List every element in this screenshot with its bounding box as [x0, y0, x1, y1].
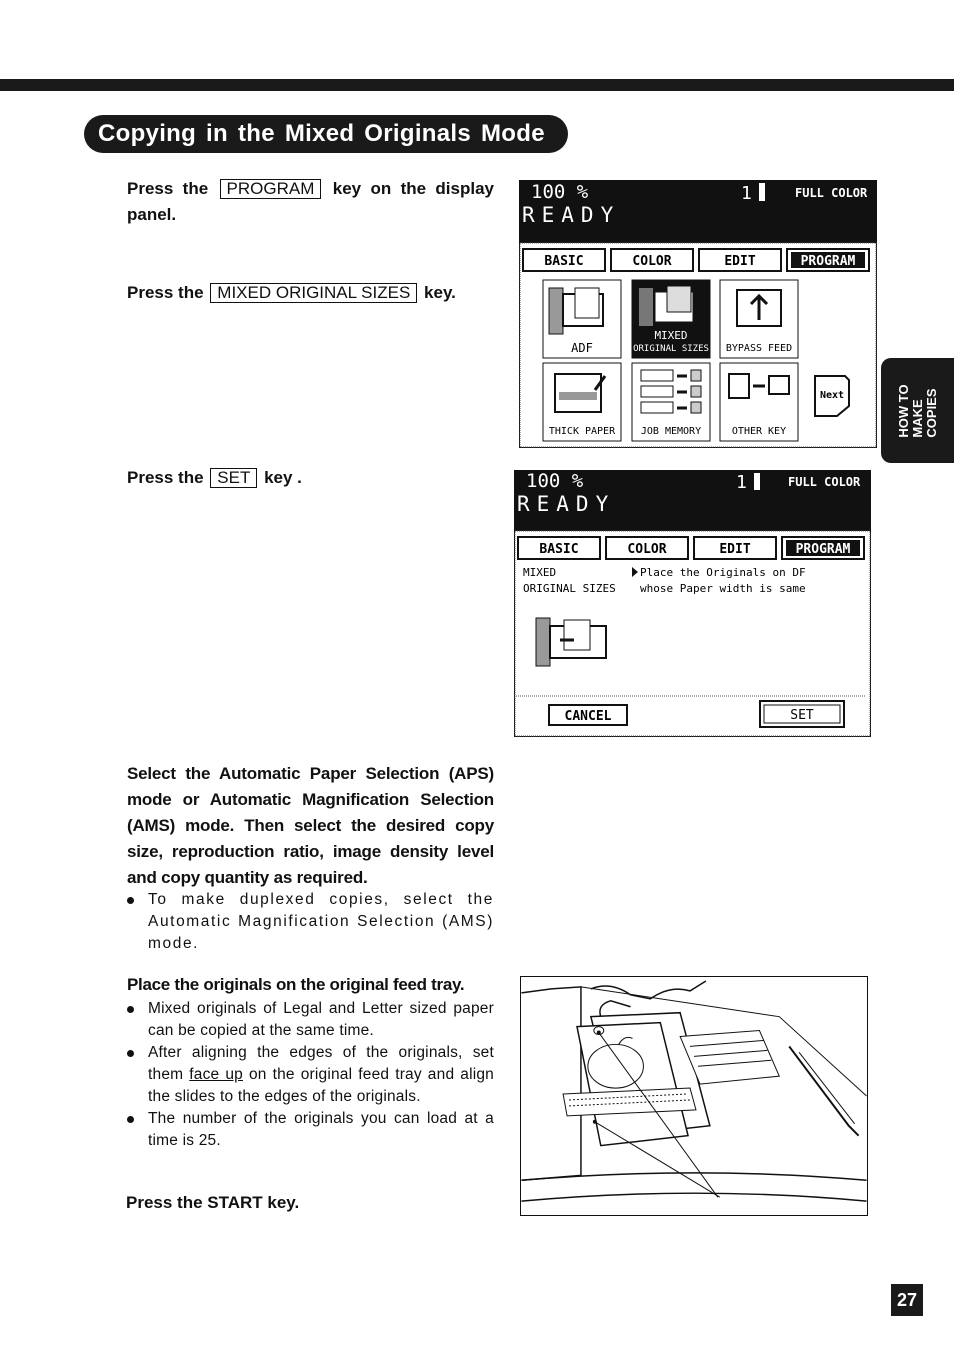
tab-program[interactable] — [782, 537, 864, 559]
bullet-text: The number of the originals you can load at a time is 25. — [148, 1110, 494, 1149]
step-text: key on the display panel. — [127, 179, 494, 224]
tab-label: BASIC — [544, 254, 584, 269]
key-label: MIXED — [654, 329, 688, 342]
tab-basic[interactable] — [518, 537, 600, 559]
instruction-text: Place the Originals on DF — [640, 566, 806, 579]
step-press-mixed — [127, 280, 494, 306]
instruction-text: whose Paper width is same — [640, 582, 806, 595]
step-text: key . — [264, 468, 302, 487]
tab-label: EDIT — [724, 254, 756, 269]
step-text: Press the — [127, 468, 204, 487]
color-mode-readout: FULL COLOR — [788, 475, 861, 489]
cancel-button[interactable] — [549, 705, 627, 725]
thick-paper-key[interactable] — [543, 363, 621, 441]
bullet-icon — [127, 1116, 134, 1123]
step-place-originals: Place the originals on the original feed tray. — [127, 975, 465, 994]
status-readout: READY — [517, 492, 616, 516]
job-memory-key[interactable] — [632, 363, 710, 441]
bullet-text: After aligning the edges of the originals, set them — [148, 1044, 494, 1083]
step-select-mode: Select the Automatic Paper Selection (APS) mode or Automatic Magnification Selection (AMS) mode. Then select the desired copy size, reproduction ratio, image density level and copy quantity as required. — [127, 764, 494, 887]
section-tab — [881, 358, 954, 463]
program-key-label: PROGRAM — [220, 179, 322, 199]
adf-key[interactable] — [543, 280, 621, 358]
next-button[interactable] — [815, 376, 849, 416]
list-item — [127, 889, 494, 955]
key-label: OTHER KEY — [731, 426, 787, 437]
ratio-readout: 100 % — [526, 470, 584, 492]
list-item — [127, 1108, 494, 1152]
list-item — [127, 998, 494, 1042]
key-label: THICK PAPER — [548, 426, 616, 437]
tab-edit[interactable] — [699, 249, 781, 271]
tab-label: EDIT — [719, 542, 751, 557]
step-press-start: Press the START key. — [126, 1193, 300, 1212]
tab-label: PROGRAM — [800, 254, 856, 269]
bullet-icon — [127, 1006, 134, 1013]
tab-label: COLOR — [632, 254, 672, 269]
set-key-label: SET — [210, 468, 257, 488]
color-mode-readout: FULL COLOR — [795, 186, 868, 200]
bullet-text: To make duplexed copies, select the Automatic Magnification Selection (AMS) mode. — [148, 891, 494, 952]
section-tab-line: COPIES — [923, 387, 939, 438]
step4-bullets — [127, 889, 494, 955]
tab-basic[interactable] — [523, 249, 605, 271]
quantity-readout: 1 — [741, 183, 752, 204]
tab-edit[interactable] — [694, 537, 776, 559]
step-text: key. — [424, 283, 456, 302]
bullet-icon — [127, 1050, 134, 1057]
display-panel-mixed-original — [514, 470, 871, 737]
bullet-text: on the original feed tray and align the slides to the edges of the originals. — [148, 1066, 494, 1105]
step-text: Press the — [127, 179, 209, 198]
bypass-feed-key[interactable] — [720, 280, 798, 358]
bullet-icon — [127, 897, 134, 904]
page-title: Copying in the Mixed Originals Mode — [84, 115, 568, 153]
tab-label: BASIC — [539, 542, 579, 557]
tab-label: PROGRAM — [795, 542, 851, 557]
bullet-text: Mixed originals of Legal and Letter sized paper can be copied at the same time. — [148, 1000, 494, 1039]
section-tab-line: MAKE — [909, 398, 925, 438]
key-label: ADF — [571, 341, 593, 355]
other-key[interactable] — [720, 363, 798, 441]
tab-color[interactable] — [606, 537, 688, 559]
step-press-set — [127, 465, 494, 491]
set-label: SET — [790, 708, 814, 723]
cancel-label: CANCEL — [564, 709, 612, 724]
key-label: JOB MEMORY — [640, 426, 702, 437]
mixed-original-sizes-key-label: MIXED ORIGINAL SIZES — [210, 283, 417, 303]
original-feed-tray-illustration — [520, 976, 868, 1216]
section-tab-label — [897, 384, 939, 437]
tab-color[interactable] — [611, 249, 693, 271]
face-up-text: face up — [189, 1066, 243, 1083]
function-label: ORIGINAL SIZES — [523, 582, 616, 595]
step5-bullets — [127, 998, 494, 1152]
ratio-readout: 100 % — [531, 181, 589, 203]
function-label: MIXED — [523, 566, 557, 579]
display-panel-program-menu — [519, 180, 877, 448]
key-label: BYPASS FEED — [725, 343, 793, 354]
tab-label: COLOR — [627, 542, 667, 557]
page-number: 27 — [891, 1284, 923, 1316]
list-item — [127, 1042, 494, 1108]
section-tab-line: HOW TO — [895, 383, 911, 438]
quantity-readout: 1 — [736, 472, 747, 493]
status-readout: READY — [522, 203, 621, 227]
tab-program[interactable] — [787, 249, 869, 271]
step-text: Press the — [127, 283, 204, 302]
step-press-program — [127, 176, 494, 228]
next-label: Next — [819, 390, 845, 401]
mixed-original-sizes-key[interactable] — [632, 280, 710, 358]
key-label: ORIGINAL SIZES — [633, 344, 709, 354]
set-button[interactable] — [760, 701, 844, 727]
top-rule — [0, 79, 954, 91]
adf-illustration-icon — [536, 618, 606, 666]
